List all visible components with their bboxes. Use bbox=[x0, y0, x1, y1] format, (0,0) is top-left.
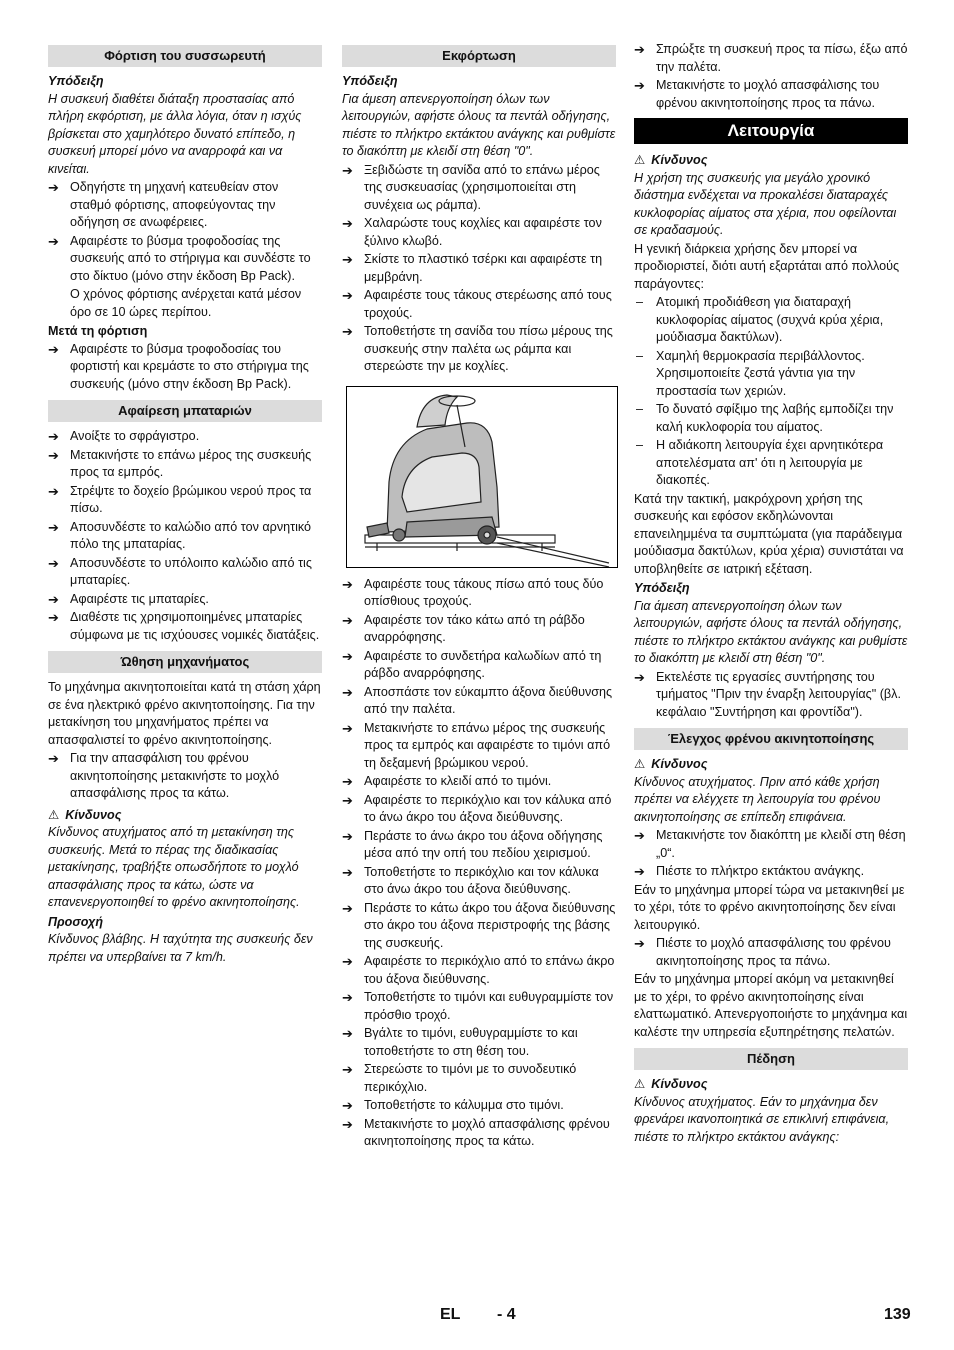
section-heading-push-machine: Ώθηση μηχανήματος bbox=[48, 651, 322, 673]
arrow-icon: ➔ bbox=[342, 162, 353, 178]
arrow-icon: ➔ bbox=[634, 42, 645, 57]
step-item: ➔ Πιέστε το πλήκτρο εκτάκτου ανάγκης. bbox=[634, 864, 865, 879]
danger-label: ⚠ Κίνδυνος bbox=[634, 757, 708, 771]
section-heading-unloading: Εκφόρτωση bbox=[342, 45, 616, 67]
step-item: ➔ Αφαιρέστε το κλειδί από το τιμόνι. bbox=[342, 774, 552, 789]
step-item: ➔ Πιέστε το μοχλό απασφάλισης του φρένου ακινητοποίησης προς τα πάνω. bbox=[634, 936, 891, 968]
caution-text: Κίνδυνος βλάβης. Η ταχύτητα της συσκευής δεν πρέπει να υπερβαίνει τα 7 km/h. bbox=[48, 932, 313, 964]
step-item: ➔ Αποσπάστε τον εύκαμπτο άξονα διεύθυνσης από την παλέτα. bbox=[342, 684, 613, 716]
arrow-icon: ➔ bbox=[342, 774, 353, 789]
note-text: Για άμεση απενεργοποίηση όλων των λειτουργιών, αφήστε όλους τα πεντάλ οδήγησης, πιέστε το πλήκτρο εκτάκτου ανάγκης και ρυθμίστε το διακόπτη με κλειδί στη θέση "0". bbox=[634, 598, 908, 665]
step-item: ➔ Αφαιρέστε το περικόχλιο από το επάνω άκρο του άξονα διεύθυνσης. bbox=[342, 954, 615, 986]
footer-page-number: 139 bbox=[884, 1306, 911, 1323]
dash-item: – Χαμηλή θερμοκρασία περιβάλλοντος. Χρησιμοποιείτε ζεστά γάντια για την προστασία των χεριών. bbox=[636, 348, 865, 398]
arrow-icon: ➔ bbox=[342, 1062, 353, 1077]
arrow-icon: ➔ bbox=[634, 936, 645, 951]
step-item: ➔ Τοποθετήστε το κάλυμμα στο τιμόνι. bbox=[342, 1098, 564, 1113]
paragraph: Εάν το μηχάνημα μπορεί ακόμη να μετακινηθεί με το χέρι, το φρένο ακινητοποίησης είναι ελαττωματικό. Απενεργοποιήστε το μηχάνημα και καλέστε την υπηρεσία εξυπηρέτησης πελατών. bbox=[634, 972, 908, 1039]
step-item: ➔ Μετακινήστε το μοχλό απασφάλισης του φρένου ακινητοποίησης προς τα πάνω. bbox=[634, 78, 880, 110]
step-item: ➔ Μετακινήστε το μοχλό απασφάλισης φρένου ακινητοποίησης προς τα κάτω. bbox=[342, 1116, 610, 1148]
arrow-icon: ➔ bbox=[342, 828, 353, 844]
after-charging-label: Μετά τη φόρτιση bbox=[48, 324, 148, 338]
note-label: Υπόδειξη bbox=[342, 74, 398, 88]
step-item: ➔ Ξεβιδώστε τη σανίδα από το επάνω μέρος της συσκευασίας (χρησιμοποιείται στη συνέχεια ως ράμπα). bbox=[342, 162, 600, 212]
step-item: ➔ Αφαιρέστε το συνδετήρα καλωδίων από τη ράβδο αναρρόφησης. bbox=[342, 648, 602, 680]
note-label: Υπόδειξη bbox=[48, 74, 104, 88]
dash-item: – Το δυνατό σφίξιμο της λαβής εμποδίζει την καλή κυκλοφορία του αίματος. bbox=[636, 402, 894, 434]
arrow-icon: ➔ bbox=[342, 1116, 353, 1132]
danger-text: Κίνδυνος ατυχήματος. Πριν από κάθε χρήση πρέπει να ελέγχετε τη λειτουργία του φρένου ακινητοποίησης σε επίπεδη επιφάνεια. bbox=[634, 774, 881, 824]
arrow-icon: ➔ bbox=[342, 216, 353, 231]
arrow-icon: ➔ bbox=[634, 828, 645, 843]
push-text: Το μηχάνημα ακινητοποιείται κατά τη στάση χάρη σε ένα ηλεκτρικό φρένο ακινητοποίησης. Για την μετακίνηση του μηχανήματος πρέπει να απασφαλιστεί το φρένο ακινητοποίησης. bbox=[48, 680, 321, 747]
arrow-icon: ➔ bbox=[342, 792, 353, 808]
step-item: ➔ Αφαιρέστε τους τάκους στερέωσης από τους τροχούς. bbox=[342, 288, 612, 320]
caution-label: Προσοχή bbox=[48, 914, 104, 929]
arrow-icon: ➔ bbox=[48, 341, 59, 357]
section-heading-charging: Φόρτιση του συσσωρευτή bbox=[48, 45, 322, 67]
arrow-icon: ➔ bbox=[48, 751, 59, 766]
arrow-icon: ➔ bbox=[342, 1098, 353, 1113]
danger-text: Κίνδυνος ατυχήματος. Εάν το μηχάνημα δεν φρενάρει ικανοποιητικά σε επικλινή επιφάνεια, πιέστε το πλήκτρο εκτάκτου ανάγκης: bbox=[634, 1094, 890, 1144]
dash-item: – Η αδιάκοπη λειτουργία έχει αρνητικότερα αποτελέσματα απ' ότι η λειτουργία με διακοπές. bbox=[636, 438, 884, 487]
arrow-icon: ➔ bbox=[48, 429, 59, 444]
step-continuation: Ο χρόνος φόρτισης ανέρχεται κατά μέσον όρο σε 10 ώρες περίπου. bbox=[70, 287, 302, 319]
section-heading-braking: Πέδηση bbox=[634, 1048, 908, 1070]
step-item: ➔ Βγάλτε το τιμόνι, ευθυγραμμίστε το και τοποθετήστε το στη θέση του. bbox=[342, 1026, 578, 1058]
arrow-icon: ➔ bbox=[634, 669, 645, 685]
step-item: ➔ Μετακινήστε το επάνω μέρος της συσκευής προς τα εμπρός και αφαιρέστε το τιμόνι από τη δεξαμενή βρώμικου νερού. bbox=[342, 720, 611, 770]
warning-triangle-icon: ⚠ bbox=[634, 757, 646, 771]
arrow-icon: ➔ bbox=[342, 288, 353, 303]
arrow-icon: ➔ bbox=[48, 180, 59, 195]
step-item: ➔ Σπρώξτε τη συσκευή προς τα πίσω, έξω από την παλέτα. bbox=[634, 42, 908, 74]
step-item: ➔ Στρέψτε το δοχείο βρώμικου νερού προς τα πίσω. bbox=[48, 483, 312, 515]
note-text: Για άμεση απενεργοποίηση όλων των λειτουργιών, αφήστε όλους τα πεντάλ οδήγησης, πιέστε το πλήκτρο εκτάκτου ανάγκης και ρυθμίστε το διακόπτη με κλειδί στη θέση "0". bbox=[342, 91, 616, 158]
arrow-icon: ➔ bbox=[342, 648, 353, 664]
danger-label: ⚠ Κίνδυνος bbox=[634, 153, 708, 167]
arrow-icon: ➔ bbox=[48, 591, 59, 607]
step-item: ➔ Αφαιρέστε το βύσμα τροφοδοσίας της συσκευής από το στήριγμα και συνδέστε το στο δίκτυο (μόνο στην έκδοση Bp Pack). bbox=[48, 233, 311, 283]
step-item: ➔ Αφαιρέστε τις μπαταρίες. bbox=[48, 591, 209, 607]
arrow-icon: ➔ bbox=[342, 954, 353, 969]
column-3 bbox=[634, 41, 908, 1147]
step-item: ➔ Στερεώστε το τιμόνι με το συνοδευτικό περικόχλιο. bbox=[342, 1062, 577, 1094]
note-label: Υπόδειξη bbox=[634, 581, 690, 595]
arrow-icon: ➔ bbox=[634, 864, 645, 879]
step-item: ➔ Αφαιρέστε τον τάκο κάτω από τη ράβδο αναρρόφησης. bbox=[342, 612, 585, 644]
arrow-icon: ➔ bbox=[342, 324, 353, 339]
danger-text: Κίνδυνος ατυχήματος από τη μετακίνηση της συσκευής. Μετά το πέρας της διαδικασίας μετακίνησης, τραβήξτε οπωσδήποτε το μοχλό απασφάλισης προς τα κάτω, ώστε να επανενεργοποιηθεί το φρένο ακινητοποίησης. bbox=[48, 825, 300, 909]
warning-triangle-icon: ⚠ bbox=[634, 1077, 646, 1091]
arrow-icon: ➔ bbox=[342, 900, 353, 916]
arrow-icon: ➔ bbox=[342, 720, 353, 736]
dash-item: – Ατομική προδιάθεση για διαταραχή κυκλοφορίας αίματος (συχνά κρύα χέρια, μούδιασμα δακτύλων). bbox=[636, 295, 884, 344]
section-heading-remove-batteries: Αφαίρεση μπαταριών bbox=[48, 400, 322, 422]
danger-text: Η χρήση της συσκευής για μεγάλο χρονικό διάστημα ενδέχεται να προκαλέσει διαταραχές κυκλοφορίας αίματος στα χέρια, που οφείλονται σε κραδασμούς. bbox=[634, 170, 897, 237]
paragraph: Εάν το μηχάνημα μπορεί τώρα να μετακινηθεί με το χέρι, τότε το φρένο ακινητοποίησης δεν είναι λειτουργικό. bbox=[634, 882, 905, 932]
step-item: ➔ Αφαιρέστε τους τάκους πίσω από τους δύο οπίσθιους τροχούς. bbox=[342, 576, 604, 608]
arrow-icon: ➔ bbox=[48, 610, 59, 625]
arrow-icon: ➔ bbox=[342, 684, 353, 700]
chapter-heading-operation: Λειτουργία bbox=[634, 118, 908, 144]
step-item: ➔ Τοποθετήστε το περικόχλιο και τον κάλυκα στο άνω άκρο του άξονα διεύθυνσης. bbox=[342, 864, 599, 896]
paragraph: Η γενική διάρκεια χρήσης δεν μπορεί να προδιοριστεί, διότι αυτή εξαρτάται από πολλούς παράγοντες: bbox=[634, 241, 900, 291]
scrubber-machine-drawing bbox=[347, 387, 617, 567]
column-1 bbox=[48, 45, 322, 967]
arrow-icon: ➔ bbox=[342, 990, 353, 1005]
arrow-icon: ➔ bbox=[342, 576, 353, 592]
arrow-icon: ➔ bbox=[48, 483, 59, 499]
step-item: ➔ Εκτελέστε τις εργασίες συντήρησης του τμήματος "Πριν την έναρξη λειτουργίας" (βλ. κεφάλαιο "Συντήρηση και φροντίδα"). bbox=[634, 669, 901, 719]
arrow-icon: ➔ bbox=[342, 252, 353, 267]
step-item: ➔ Για την απασφάλιση του φρένου ακινητοποίησης μετακινήστε το μοχλό απασφάλισης προς τα κάτω. bbox=[48, 751, 280, 800]
step-item: ➔ Περάστε το κάτω άκρο του άξονα διεύθυνσης στο άκρο του άξονα περιστροφής της βάσης της συσκευής. bbox=[342, 900, 616, 950]
arrow-icon: ➔ bbox=[342, 1026, 353, 1041]
arrow-icon: ➔ bbox=[342, 864, 353, 880]
column-2 bbox=[342, 45, 616, 1152]
step-item: ➔ Αποσυνδέστε το υπόλοιπο καλώδιο από τις μπαταρίες. bbox=[48, 555, 312, 587]
step-item: ➔ Σκίστε το πλαστικό τσέρκι και αφαιρέστε τη μεμβράνη. bbox=[342, 252, 603, 284]
footer-page-ref: - 4 bbox=[497, 1306, 516, 1323]
note-text: Η συσκευή διαθέτει διάταξη προστασίας από πλήρη εκφόρτιση, με άλλα λόγια, όταν η ισχύς βρίσκεται στο χαμηλότερο δυνατό επίπεδο, η συσκευή μπορεί μόνο να αναρροφά και να κινείται. bbox=[48, 91, 302, 176]
step-item: ➔ Τοποθετήστε το τιμόνι και ευθυγραμμίστε τον πρόσθιο τροχό. bbox=[342, 990, 614, 1022]
step-item: ➔ Αφαιρέστε το βύσμα τροφοδοσίας του φορτιστή και κρεμάστε το στο στήριγμα της συσκευής (μόνο στην έκδοση Bp Pack). bbox=[48, 341, 309, 391]
step-item: ➔ Οδηγήστε τη μηχανή κατευθείαν στον σταθμό φόρτισης, αποφεύγοντας την οδήγηση σε ανωφέρειες. bbox=[48, 180, 279, 229]
arrow-icon: ➔ bbox=[48, 555, 59, 571]
arrow-icon: ➔ bbox=[48, 447, 59, 463]
step-item: ➔ Περάστε το άνω άκρο του άξονα οδήγησης μέσα από την οπή του πεδίου χειρισμού. bbox=[342, 828, 603, 860]
machine-unloading-illustration bbox=[346, 386, 618, 568]
arrow-icon: ➔ bbox=[342, 612, 353, 628]
paragraph: Κατά την τακτική, μακρόχρονη χρήση της συσκευής και εφόσον εκδηλώνονται επανειλημμένα τα συμπτώματα (για παράδειγμα μούδιασμα δακτύλων, κρύα χέρια) συνιστάται να υποβληθείτε σε ιατρική εξέταση. bbox=[634, 491, 904, 576]
warning-triangle-icon: ⚠ bbox=[48, 807, 60, 822]
arrow-icon: ➔ bbox=[48, 519, 59, 535]
step-item: ➔ Αποσυνδέστε το καλώδιο από τον αρνητικό πόλο της μπαταρίας. bbox=[48, 519, 312, 551]
step-item: ➔ Ανοίξτε το σφράγιστρο. bbox=[48, 429, 200, 444]
step-item: ➔ Αφαιρέστε το περικόχλιο και τον κάλυκα από το άνω άκρο του άξονα διεύθυνσης. bbox=[342, 792, 612, 824]
arrow-icon: ➔ bbox=[48, 233, 59, 249]
step-item: ➔ Μετακινήστε τον διακόπτη με κλειδί στη θέση „0“. bbox=[634, 828, 906, 860]
warning-triangle-icon: ⚠ bbox=[634, 153, 646, 167]
step-item: ➔ Μετακινήστε το επάνω μέρος της συσκευής προς τα εμπρός. bbox=[48, 447, 312, 479]
section-heading-brake-check: Έλεγχος φρένου ακινητοποίησης bbox=[634, 728, 908, 750]
danger-label: ⚠ Κίνδυνος bbox=[634, 1077, 708, 1091]
step-item: ➔ Χαλαρώστε τους κοχλίες και αφαιρέστε τον ξύλινο κλωβό. bbox=[342, 216, 602, 248]
arrow-icon: ➔ bbox=[634, 78, 645, 93]
step-item: ➔ Τοποθετήστε τη σανίδα του πίσω μέρους της συσκευής στην παλέτα ως ράμπα και στερεώστε την με κοχλίες. bbox=[342, 324, 613, 373]
danger-label: ⚠ Κίνδυνος bbox=[48, 807, 122, 822]
step-item: ➔ Διαθέστε τις χρησιμοποιημένες μπαταρίες σύμφωνα με τις ισχύουσες νομικές διατάξεις. bbox=[48, 610, 320, 642]
footer-language: EL bbox=[440, 1306, 461, 1323]
